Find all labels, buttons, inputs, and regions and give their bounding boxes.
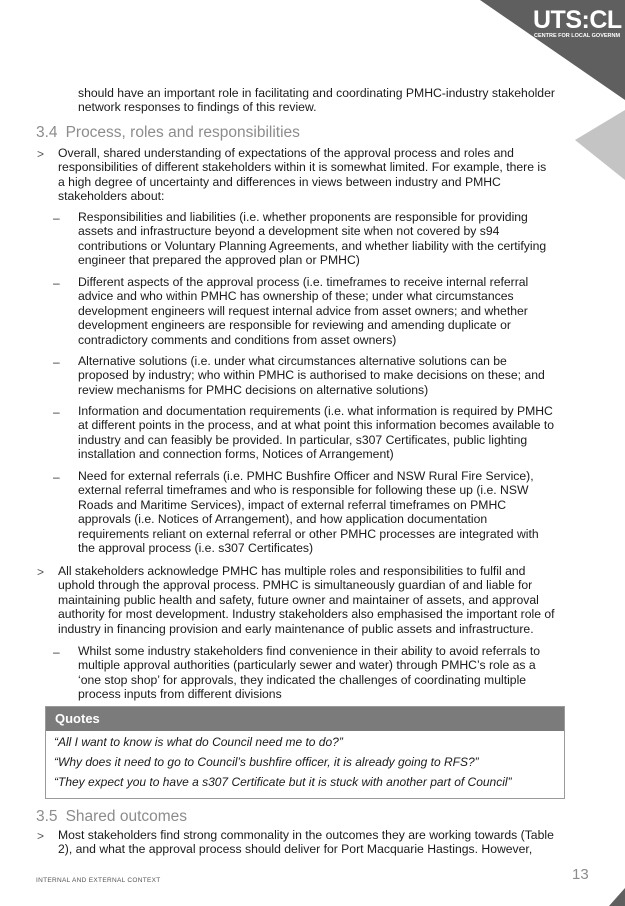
text-line: industry in financing provision and early maintenance of public assets and infrastructure. (58, 621, 534, 636)
bullet-paragraph-2 (58, 564, 555, 636)
text-line: assets and infrastructure beyond a development site when not covered by s94 (78, 224, 500, 239)
text-line: development engineers will request internal advice from asset owners; and whether (78, 303, 528, 318)
bullet-marker: > (37, 829, 45, 843)
text-line: Overall, shared understanding of expectations of the approval process and roles and (58, 146, 514, 160)
dash-marker: – (53, 276, 60, 290)
intro-paragraph (78, 86, 555, 115)
text-line: process inputs from different divisions (78, 687, 282, 702)
text-line: Whilst some industry stakeholders find convenience in their ability to avoid referrals to (78, 644, 540, 658)
quotes-header: Quotes (46, 707, 564, 731)
text-line: uphold through the approval process. PMHC is simultaneously guardian of and liable for (58, 578, 533, 593)
dash-marker: – (53, 405, 60, 419)
text-line: stakeholders about: (58, 189, 165, 204)
sub-bullet-2 (78, 275, 528, 347)
text-line: Responsibilities and liabilities (i.e. whether proponents are responsible for providing (78, 210, 528, 224)
text-line: network responses to findings of this review. (78, 100, 317, 115)
text-line: requirements reliant on external referral or other PMHC processes are integrated with (78, 526, 539, 541)
text-line: ‘one stop shop’ for approvals, they indicated the challenges of coordinating multiple (78, 672, 527, 687)
sub-bullet-3 (78, 354, 545, 397)
section-heading-3-4 (36, 126, 300, 140)
sub-bullet-b2 (78, 644, 540, 702)
text-line: authority for most development. Industry stakeholders also emphasised the important role of (58, 607, 555, 622)
text-line: 2), and what the approval process should deliver for Port Macquarie Hastings. However, (58, 842, 533, 857)
quote-item: “All I want to know is what do Council need me to do?” (54, 735, 343, 749)
quotes-box (45, 706, 565, 799)
section-number: 3.4 (36, 124, 58, 141)
dash-marker: – (53, 355, 60, 369)
text-line: proposed by industry; who within PMHC is authorised to make decisions on these; and (78, 368, 545, 383)
text-line: maintaining public health and safety, future owner and maintainer of assets, and approval (58, 592, 539, 607)
text-line: should have an important role in facilitating and coordinating PMHC-industry stakeholder (78, 86, 555, 100)
text-line: Most stakeholders find strong commonality in the outcomes they are working towards (Table (58, 828, 554, 842)
sub-bullet-1 (78, 210, 546, 268)
text-line: industry and can feasibly be provided. In particular, s307 Certificates, public lighting (78, 432, 528, 447)
bullet-paragraph-1 (58, 146, 546, 204)
bullet-marker: > (37, 565, 45, 579)
uts-logo-subtitle: CENTRE FOR LOCAL GOVERNM (534, 33, 621, 39)
bullet-marker: > (37, 147, 45, 161)
text-line: Roads and Maritime Services), impact of external referral timeframes on PMHC (78, 497, 507, 512)
text-line: a high degree of uncertainty and differences in views between industry and PMHC (58, 174, 501, 189)
text-line: at different points in the process, and at what point this information becomes available to (78, 418, 555, 433)
section-number: 3.5 (36, 808, 58, 825)
text-line: approvals (i.e. Notices of Arrangement), and how application documentation (78, 512, 488, 527)
quote-item: “Why does it need to go to Council’s bushfire officer, it is already going to RFS?” (54, 755, 479, 769)
text-line: Alternative solutions (i.e. under what circumstances alternative solutions can be (78, 354, 507, 368)
text-line: external referral timeframes and who is responsible for following these up (i.e. NSW (78, 483, 529, 498)
bullet-paragraph-3 (58, 828, 554, 857)
text-line: multiple approval authorities (particularly sewer and water) through PMHC’s role as a (78, 658, 536, 673)
quote-item: “They expect you to have a s307 Certificate but it is stuck with another part of Council” (54, 775, 512, 789)
dash-marker: – (53, 211, 60, 225)
section-title: Shared outcomes (65, 808, 188, 825)
text-line: the approval process (i.e. s307 Certificates) (78, 541, 314, 556)
text-line: development engineers are responsible for reviewing and amending duplicate or (78, 318, 511, 333)
text-line: Different aspects of the approval process (i.e. timeframes to receive internal referral (78, 275, 529, 289)
text-line: responsibilities of different stakeholders within it is somewhat limited. For example, there is (58, 160, 547, 175)
footer-section-label: INTERNAL AND EXTERNAL CONTEXT (36, 877, 161, 884)
text-line: installation and connection forms, Notices of Arrangement) (78, 447, 394, 462)
sub-bullet-5 (78, 469, 539, 555)
sub-bullet-4 (78, 404, 554, 462)
uts-logo: UTS:CL (533, 6, 622, 34)
text-line: contributions or Voluntary Planning Agreements, and whether liability with the certifying (78, 238, 547, 253)
section-title: Process, roles and responsibilities (65, 124, 300, 141)
section-heading-3-5 (36, 808, 187, 826)
text-line: contradictory comments and conditions from asset owners) (78, 332, 397, 347)
text-line: advice and who within PMHC has ownership of these; under what circumstances (78, 289, 514, 304)
dash-marker: – (53, 470, 60, 484)
text-line: Need for external referrals (i.e. PMHC Bushfire Officer and NSW Rural Fire Service), (78, 469, 534, 483)
text-line: All stakeholders acknowledge PMHC has multiple roles and responsibilities to fulfil and (58, 564, 526, 578)
dash-marker: – (53, 645, 60, 659)
page-number: 13 (572, 866, 589, 883)
bottom-corner-graphic (601, 882, 625, 906)
text-line: engineer that prepared the approved plan or PMHC) (78, 253, 360, 268)
text-line: review mechanisms for PMHC decisions on alternative solutions) (78, 382, 429, 397)
text-line: Information and documentation requirements (i.e. what information is required by PMHC (78, 404, 553, 418)
